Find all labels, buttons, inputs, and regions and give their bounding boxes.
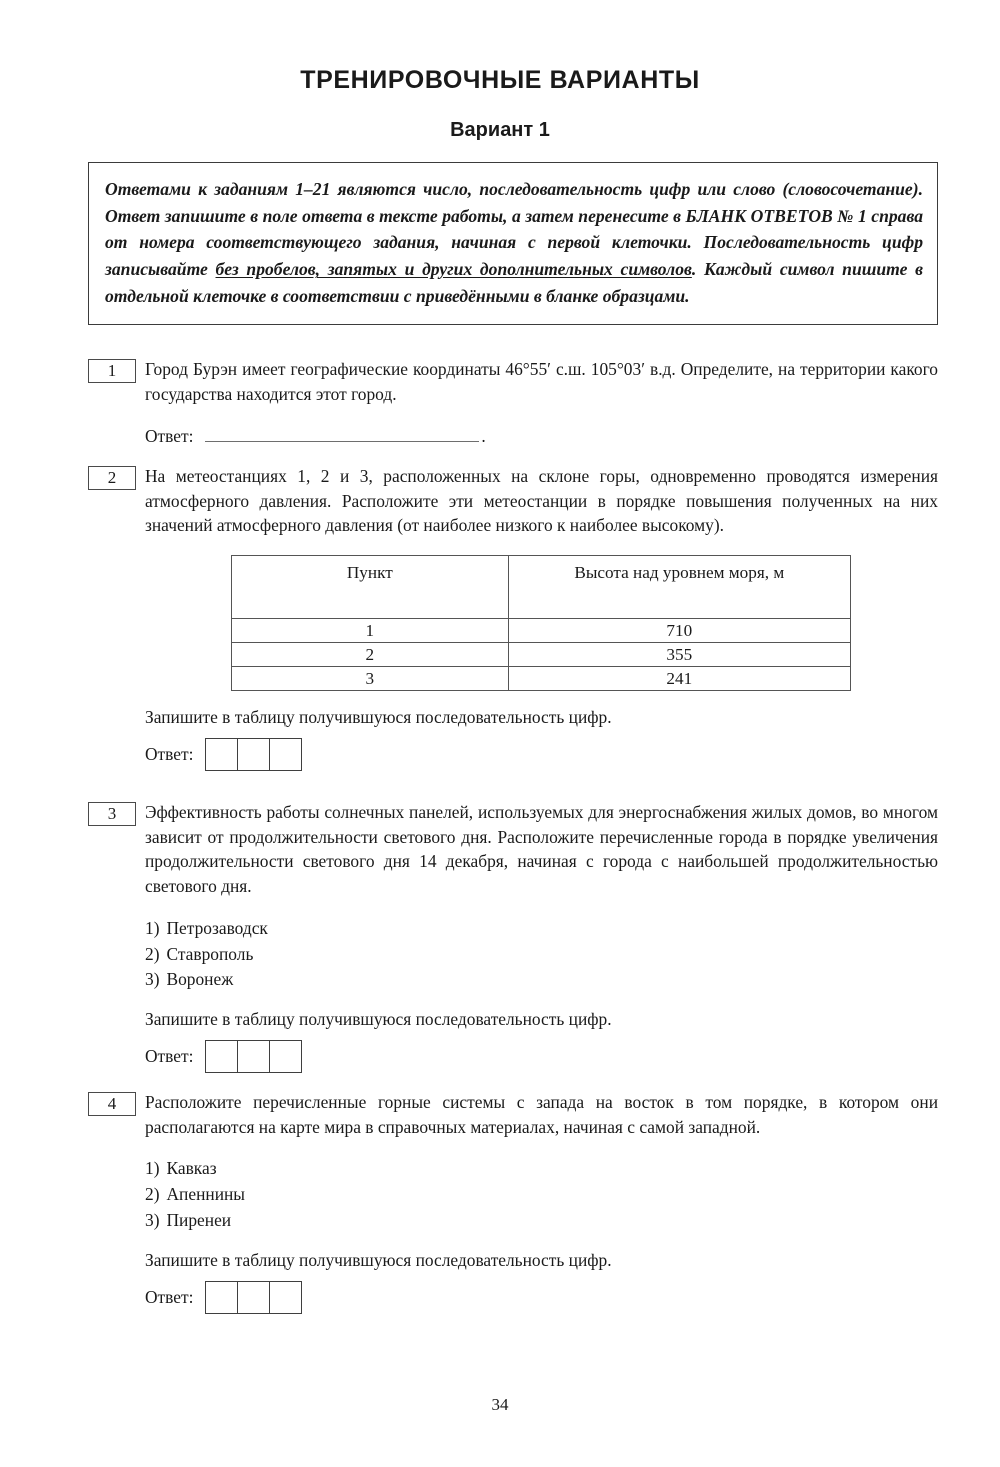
answer-row-3	[145, 1040, 938, 1073]
table-row	[232, 643, 851, 667]
table-row	[232, 619, 851, 643]
task-number-badge-1: 1	[88, 359, 136, 383]
answer-cells-3	[205, 1040, 301, 1073]
option-marker-4-2: 2)	[145, 1184, 160, 1205]
task-body-3	[145, 800, 938, 1073]
cell-point-1: 1	[232, 619, 509, 643]
cell-altitude-3: 241	[508, 667, 850, 691]
option-label-3-3: Воронеж	[166, 969, 234, 990]
table-header-row	[232, 556, 851, 619]
option-label-4-1: Кавказ	[166, 1158, 217, 1179]
list-item	[145, 967, 938, 993]
answer-input-line-1[interactable]	[205, 428, 479, 442]
answer-cell[interactable]	[237, 738, 270, 771]
option-label-3-1: Петрозаводск	[166, 917, 268, 938]
option-marker-3-1: 1)	[145, 917, 160, 938]
answer-cell[interactable]	[269, 1040, 302, 1073]
option-label-4-2: Апеннины	[166, 1184, 245, 1205]
task-text-4: Расположите перечисленные горные системы с запада на восток в том порядке, в котором они располагаются на карте мира в справочных материалах, начиная с самой западной.	[145, 1092, 938, 1137]
answer-cell[interactable]	[237, 1040, 270, 1073]
list-item	[145, 1182, 938, 1208]
option-label-3-2: Ставрополь	[166, 943, 254, 964]
cell-point-2: 2	[232, 643, 509, 667]
instruction-part-2: . Каждый символ пишите в отдельной клеточке в соответствии с приведёнными в бланке образцами.	[105, 259, 923, 306]
answer-label-4: Ответ:	[145, 1286, 194, 1307]
task-number-badge-3: 3	[88, 802, 136, 826]
instruction-underlined-part: без пробелов, запятых и других дополнительных символов	[215, 259, 692, 280]
cell-point-3: 3	[232, 667, 509, 691]
list-item	[145, 916, 938, 942]
option-marker-4-1: 1)	[145, 1158, 160, 1179]
task-2	[88, 464, 938, 771]
instruction-part-1: Ответами к заданиям 1–21 являются число, последовательность цифр или слово (словосочетание). Ответ запишите в поле ответа в тексте работы, а затем перенесите в БЛАНК ОТВЕТОВ № 1 справа от номера соответствующего задания, начиная с первой клеточки. Последовательность цифр записывайте	[105, 179, 923, 280]
cell-altitude-1: 710	[508, 619, 850, 643]
answer-cell[interactable]	[205, 1281, 238, 1314]
write-sequence-prompt-3: Запишите в таблицу получившуюся последовательность цифр.	[145, 1009, 612, 1030]
answer-period-1: .	[481, 426, 486, 447]
option-list-3	[145, 916, 938, 993]
task-text-1: Город Бурэн имеет географические координаты 46°55′ с.ш. 105°03′ в.д. Определите, на территории какого государства находится этот город.	[145, 359, 938, 404]
variant-subtitle: Вариант 1	[450, 119, 550, 141]
task-text-2: На метеостанциях 1, 2 и 3, расположенных на склоне горы, одновременно проводятся измерения атмосферного давления. Расположите эти метеостанции в порядке повышения полученных на них значений атмосферного давления (от наиболее низкого к наиболее высокому).	[145, 466, 938, 536]
list-item	[145, 1208, 938, 1234]
option-label-4-3: Пиренеи	[166, 1209, 232, 1230]
altitude-table	[231, 555, 851, 691]
answer-row-4	[145, 1281, 938, 1314]
answer-cell[interactable]	[205, 738, 238, 771]
task-body-1	[145, 357, 938, 447]
answer-cell[interactable]	[269, 1281, 302, 1314]
answer-cell[interactable]	[205, 1040, 238, 1073]
answer-label-3: Ответ:	[145, 1046, 194, 1067]
cell-altitude-2: 355	[508, 643, 850, 667]
instruction-text	[105, 176, 923, 310]
task-body-4	[145, 1090, 938, 1314]
task-1	[88, 357, 938, 447]
task-4	[88, 1090, 938, 1314]
altitude-table-head	[232, 556, 851, 619]
task-text-3: Эффективность работы солнечных панелей, используемых для энергоснабжения жилых домов, во многом зависит от продолжительности светового дня. Расположите перечисленные города в порядке увеличения продолжительности светового дня 14 декабря, начиная с города с наибольшей продолжительностью светового дня.	[145, 802, 938, 897]
table-header-altitude: Высота над уровнем моря, м	[508, 556, 850, 619]
option-marker-3-3: 3)	[145, 969, 160, 990]
page-number: 34	[491, 1395, 509, 1414]
option-list-4	[145, 1156, 938, 1233]
write-sequence-prompt-4: Запишите в таблицу получившуюся последовательность цифр.	[145, 1249, 612, 1270]
page-title: ТРЕНИРОВОЧНЫЕ ВАРИАНТЫ	[300, 66, 700, 94]
table-row	[232, 667, 851, 691]
answer-cells-4	[205, 1281, 301, 1314]
answer-label-2: Ответ:	[145, 744, 194, 765]
answer-label-1: Ответ:	[145, 426, 194, 447]
altitude-table-wrap	[231, 555, 938, 691]
answer-cell[interactable]	[237, 1281, 270, 1314]
task-number-badge-4: 4	[88, 1092, 136, 1116]
table-header-point: Пункт	[232, 556, 509, 619]
task-3	[88, 800, 938, 1073]
list-item	[145, 1156, 938, 1182]
answer-row-2	[145, 738, 938, 771]
instruction-box	[88, 162, 938, 325]
answer-cells-2	[205, 738, 301, 771]
task-number-badge-2: 2	[88, 466, 136, 490]
option-marker-4-3: 3)	[145, 1209, 160, 1230]
option-marker-3-2: 2)	[145, 943, 160, 964]
altitude-table-body	[232, 619, 851, 691]
answer-row-1	[145, 426, 938, 447]
list-item	[145, 942, 938, 968]
write-sequence-prompt-2: Запишите в таблицу получившуюся последовательность цифр.	[145, 707, 612, 728]
task-body-2	[145, 464, 938, 771]
answer-cell[interactable]	[269, 738, 302, 771]
